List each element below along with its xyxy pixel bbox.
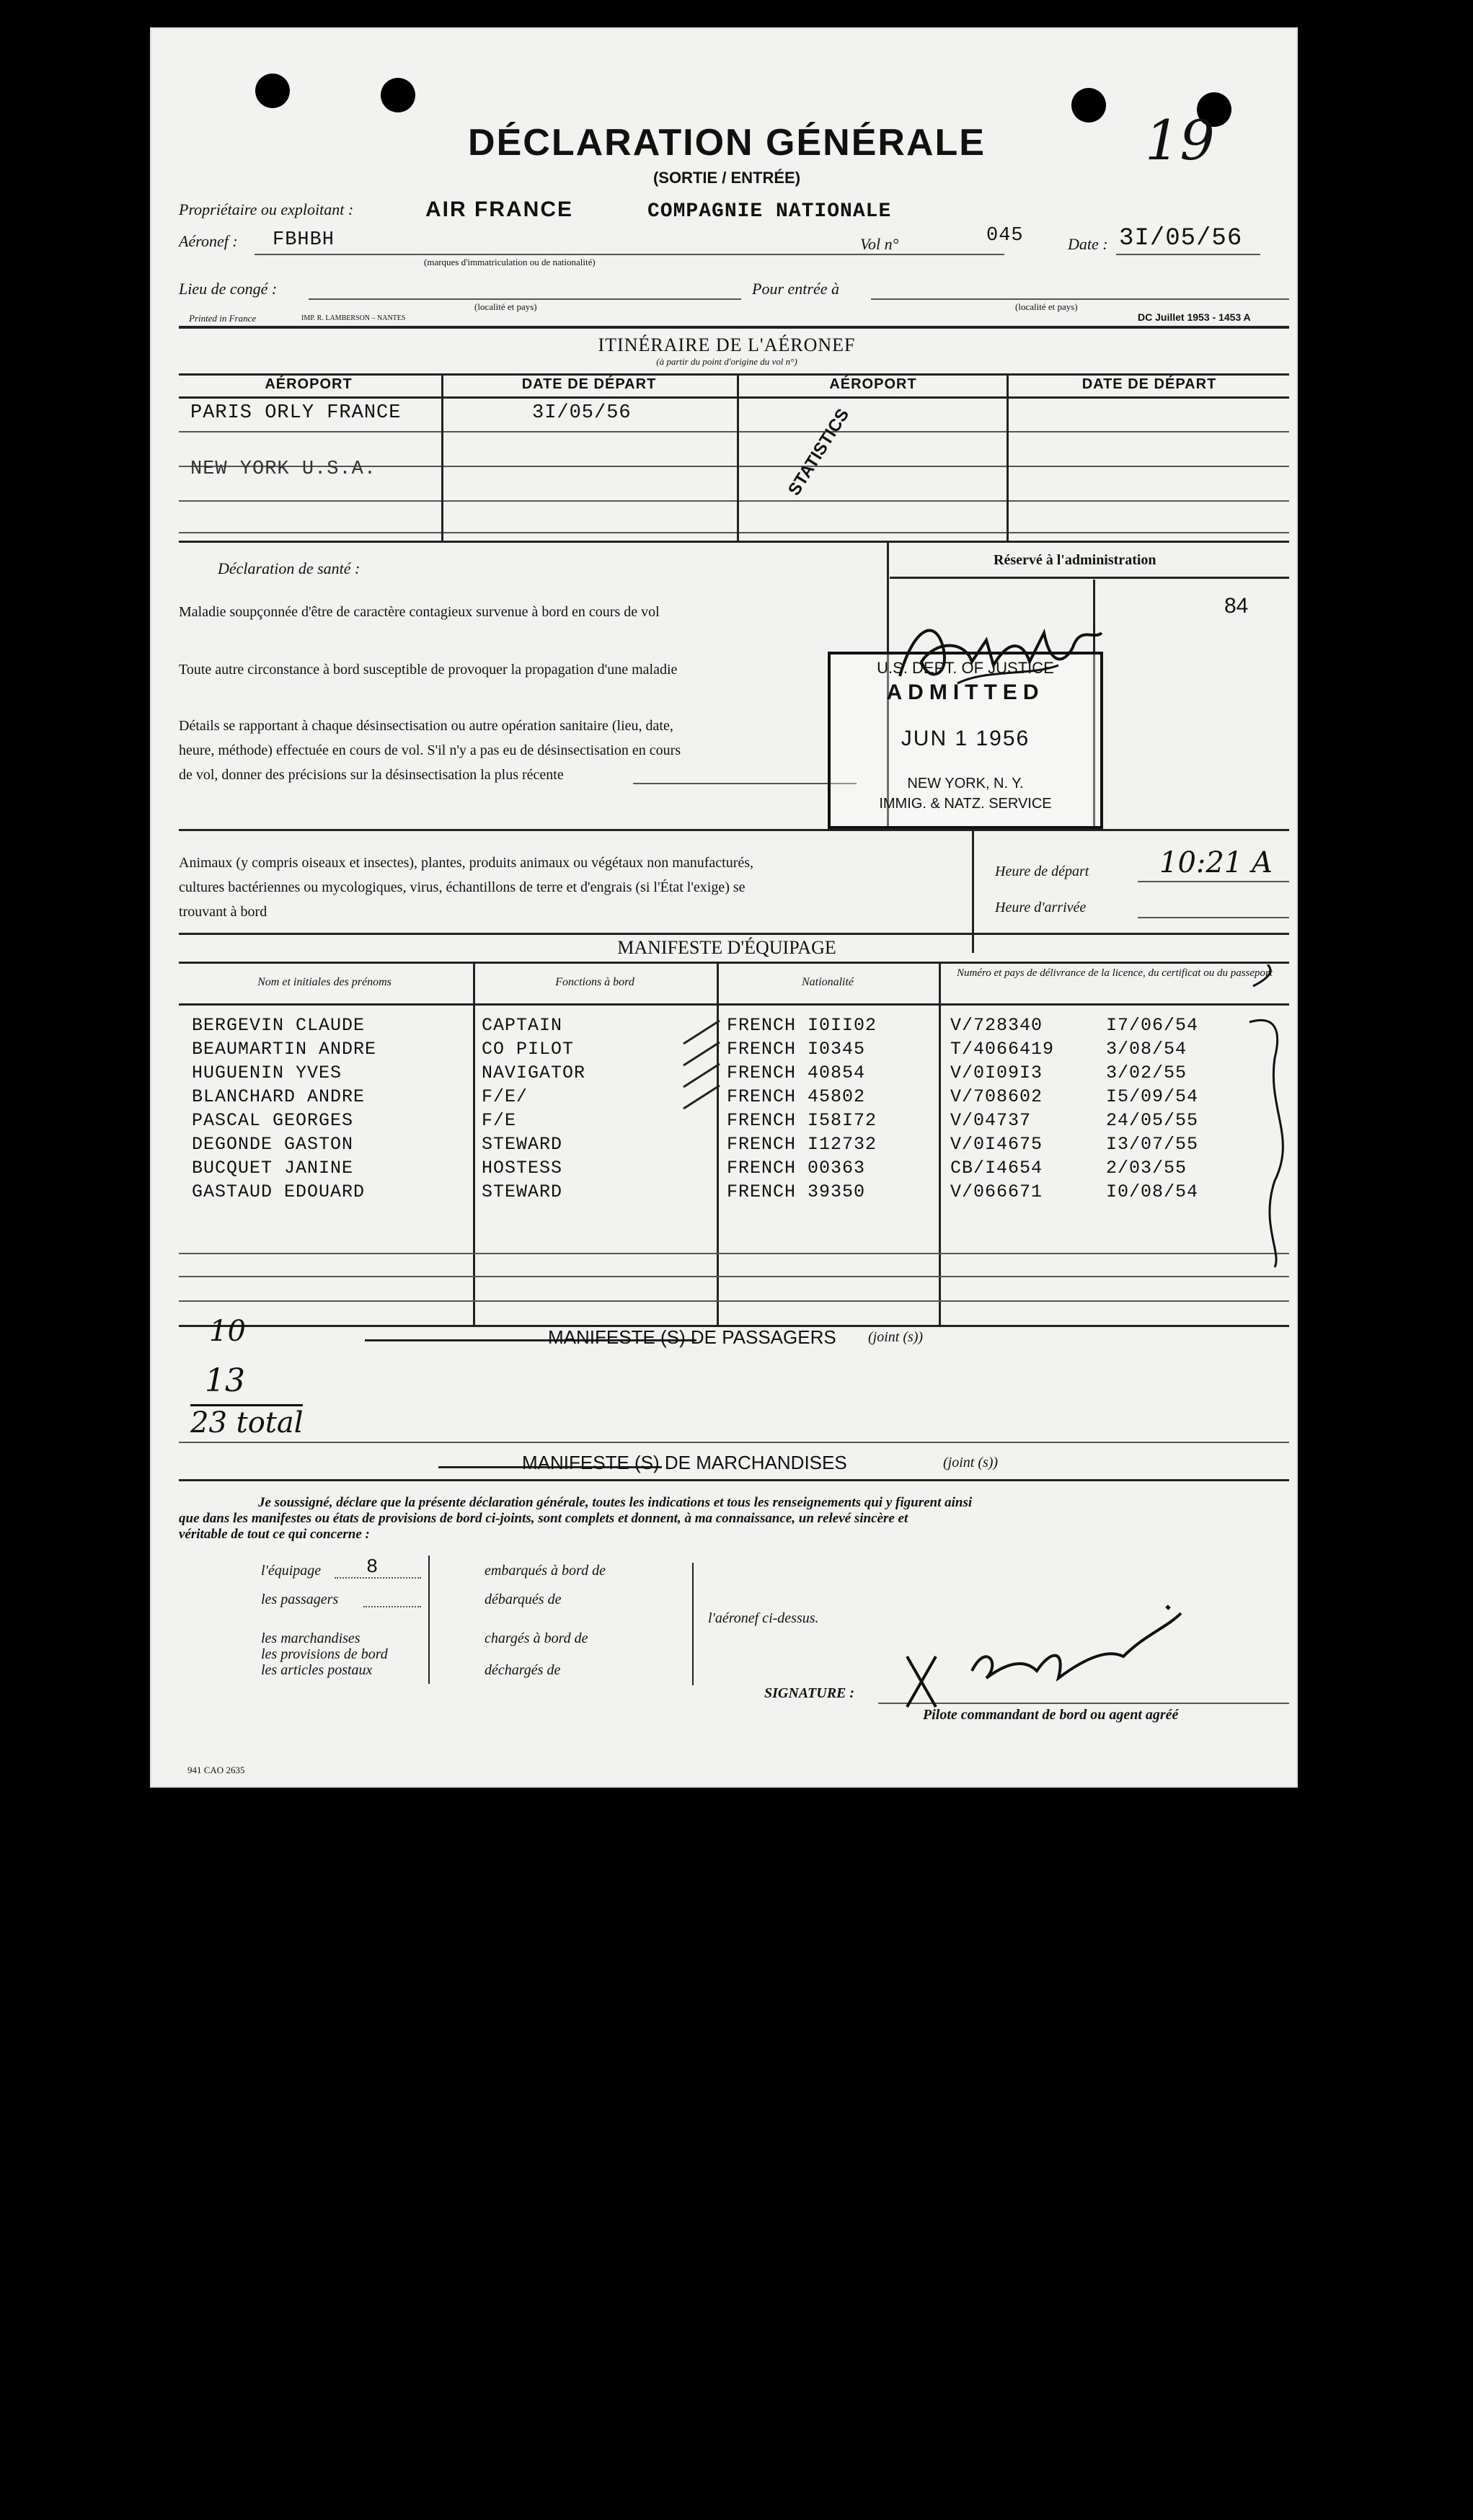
health-item3-line1: Détails se rapportant à chaque désinsectisation ou autre opération sanitaire (lieu, date, [179,718,673,734]
passengers-hand-2: 13 [205,1362,245,1399]
crew-date-cell: I3/07/55 [1106,1134,1199,1155]
health-item3-line2: heure, méthode) effectuée en cours de vol. S'il n'y a pas eu de désinsectisation en cours [179,742,681,758]
inspector-signature [885,597,1116,705]
form-code: DC Juillet 1953 - 1453 A [1138,311,1251,323]
crew-name-cell: BERGEVIN CLAUDE [192,1015,366,1036]
itinerary-row1-airport: PARIS ORLY FRANCE [190,402,402,424]
table-row [150,1158,1298,1182]
crew-function-cell: STEWARD [482,1134,563,1155]
crew-date-cell: I7/06/54 [1106,1015,1199,1036]
crew-name-cell: BEAUMARTIN ANDRE [192,1039,377,1060]
crew-checkmarks [676,1015,727,1145]
declaration-form [150,27,1298,1788]
goods-title: MANIFESTE (S) DE MARCHANDISES [522,1452,847,1473]
crew-function-cell: NAVIGATOR [482,1062,586,1083]
crew-title: MANIFESTE D'ÉQUIPAGE [617,937,836,958]
crew-document-cell: V/0I09I3 [950,1062,1043,1083]
declaration-unloaded: déchargés de [485,1662,561,1678]
crew-name-cell: BUCQUET JANINE [192,1158,354,1179]
crew-function-cell: F/E [482,1110,517,1131]
crew-header-document: Numéro et pays de délivrance de la licence, du certificat ou du passeport [956,967,1273,979]
declaration-line1: Je soussigné, déclare que la présente déclaration générale, toutes les indications et tous les renseignements qui y figurent ainsi [258,1495,973,1510]
itinerary-header-airport-1: AÉROPORT [265,376,353,392]
departure-place-note: (localité et pays) [474,301,537,312]
health-item2: Toute autre circonstance à bord susceptible de provoquer la propagation d'une maladie [179,662,678,678]
crew-nationality-cell: FRENCH 40854 [727,1062,866,1083]
animals-line3: trouvant à bord [179,904,267,920]
crew-document-cell: CB/I4654 [950,1158,1043,1179]
date-value: 3I/05/56 [1119,225,1243,252]
declaration-loaded: chargés à bord de [485,1631,588,1646]
crew-function-cell: HOSTESS [482,1158,563,1179]
owner-brand: AIR FRANCE [425,198,573,221]
crew-nationality-cell: FRENCH 39350 [727,1181,866,1202]
departure-time-label: Heure de départ [995,864,1089,879]
aircraft-label: Aéronef : [179,232,238,250]
crew-name-cell: HUGUENIN YVES [192,1062,342,1083]
crew-nationality-cell: FRENCH 45802 [727,1086,866,1107]
crew-nationality-cell: FRENCH I0345 [727,1039,866,1060]
declaration-embarked: embarqués à bord de [485,1563,606,1579]
health-item1: Maladie soupçonnée d'être de caractère contagieux survenue à bord en cours de vol [179,604,660,620]
crew-name-cell: DEGONDE GASTON [192,1134,354,1155]
crew-header-nationality: Nationalité [802,976,854,988]
itinerary-header-airport-2: AÉROPORT [829,376,917,392]
crew-document-cell: V/066671 [950,1181,1043,1202]
crew-nationality-cell: FRENCH 00363 [727,1158,866,1179]
punch-hole-center [381,78,415,112]
crew-name-cell: BLANCHARD ANDRE [192,1086,366,1107]
crew-date-cell: 2/03/55 [1106,1158,1187,1179]
itinerary-row1-date: 3I/05/56 [532,402,632,424]
passengers-hand-1: 10 [209,1315,246,1348]
declaration-postal-label: les articles postaux [261,1662,373,1678]
health-item3-line3: de vol, donner des précisions sur la désinsectisation la plus récente [179,767,564,783]
date-label: Date : [1068,235,1108,253]
crew-function-cell: STEWARD [482,1181,563,1202]
declaration-line2: que dans les manifestes ou états de provisions de bord ci-joints, sont complets et donnent, à ma connaissance, un relevé sincère et [179,1511,908,1526]
declaration-passengers-label: les passagers [261,1592,339,1607]
form-subtitle: (SORTIE / ENTRÉE) [653,169,801,187]
flight-value: 045 [986,225,1024,247]
health-title: Déclaration de santé : [218,559,360,577]
crew-header-name: Nom et initiales des prénoms [257,976,392,988]
crew-document-cell: V/708602 [950,1086,1043,1107]
declaration-line3: véritable de tout ce qui concerne : [179,1527,370,1542]
printer: IMP. R. LAMBERSON – NANTES [301,314,406,322]
passengers-joint: (joint (s)) [868,1329,924,1345]
statistics-stamp: STATISTICS [784,405,854,500]
signature-caption: Pilote commandant de bord ou agent agréé [923,1707,1179,1723]
form-title: DÉCLARATION GÉNÉRALE [468,122,986,164]
crew-function-cell: CAPTAIN [482,1015,563,1036]
crew-date-cell: I0/08/54 [1106,1181,1199,1202]
crew-name-cell: PASCAL GEORGES [192,1110,354,1131]
flight-label: Vol n° [860,235,899,253]
crew-date-cell: 24/05/55 [1106,1110,1199,1131]
crew-document-cell: V/0I4675 [950,1134,1043,1155]
entry-note: (localité et pays) [1015,301,1078,312]
owner-label: Propriétaire ou exploitant : [179,200,354,218]
printed-in: Printed in France [189,313,257,324]
crew-nationality-cell: FRENCH I58I72 [727,1110,877,1131]
handwritten-page-number: 19 [1145,108,1215,172]
owner-name: COMPAGNIE NATIONALE [647,200,892,223]
itinerary-header-date-1: DATE DE DÉPART [521,376,657,392]
footer-code: 941 CAO 2635 [187,1765,245,1775]
entry-label: Pour entrée à [752,280,839,298]
admin-number: 84 [1224,594,1249,618]
arrival-time-label: Heure d'arrivée [995,900,1087,915]
aircraft-value: FBHBH [273,229,335,251]
crew-document-cell: V/728340 [950,1015,1043,1036]
animals-line1: Animaux (y compris oiseaux et insectes), plantes, produits animaux ou végétaux non manufacturés, [179,855,754,871]
animals-line2: cultures bactériennes ou mycologiques, virus, échantillons de terre et d'engrais (si l'État l'exige) se [179,879,746,895]
crew-function-cell: F/E/ [482,1086,528,1107]
crew-nationality-cell: FRENCH I0II02 [727,1015,877,1036]
table-row [150,1181,1298,1206]
admitted-stamp: U.S. DEPT. OF JUSTICE ADMITTED JUN 1 1956 NEW YORK, N. Y. IMMIG. & NATZ. SERVICE [828,652,1103,829]
declaration-goods-label: les marchandises [261,1631,360,1646]
admin-title: Réservé à l'administration [994,552,1156,568]
declaration-provisions-label: les provisions de bord [261,1646,388,1662]
passengers-hand-3: 23 total [190,1404,303,1439]
declaration-disembarked: débarqués de [485,1592,562,1607]
crew-nationality-cell: FRENCH I12732 [727,1134,877,1155]
crew-document-cell: T/4066419 [950,1039,1055,1060]
itinerary-row2-airport: NEW YORK U.S.A. [190,458,377,480]
crew-header-function: Fonctions à bord [555,976,634,988]
departure-place-label: Lieu de congé : [179,280,278,298]
crew-document-cell: V/04737 [950,1110,1032,1131]
departure-time-value: 10:21 A [1159,846,1273,879]
declaration-crew-value: 8 [366,1557,379,1579]
declaration-crew-label: l'équipage [261,1563,322,1579]
goods-joint: (joint (s)) [943,1455,999,1470]
passengers-title: MANIFESTE (S) DE PASSAGERS [548,1326,836,1348]
declaration-aircraft-above: l'aéronef ci-dessus. [708,1610,819,1626]
crew-date-cell: 3/08/54 [1106,1039,1187,1060]
crew-function-cell: CO PILOT [482,1039,575,1060]
crew-date-cell: I5/09/54 [1106,1086,1199,1107]
itinerary-title: ITINÉRAIRE DE L'AÉRONEF [598,334,856,355]
punch-hole-left [255,74,290,108]
punch-hole-right [1071,88,1106,123]
crew-bracket-annotation [1246,964,1298,1282]
crew-date-cell: 3/02/55 [1106,1062,1187,1083]
aircraft-note: (marques d'immatriculation ou de nationalité) [424,257,596,267]
signature-label: SIGNATURE : [764,1685,855,1701]
itinerary-header-date-2: DATE DE DÉPART [1081,376,1217,392]
crew-name-cell: GASTAUD EDOUARD [192,1181,366,1202]
itinerary-subtitle: (à partir du point d'origine du vol n°) [656,356,797,367]
pilot-signature [893,1577,1210,1714]
